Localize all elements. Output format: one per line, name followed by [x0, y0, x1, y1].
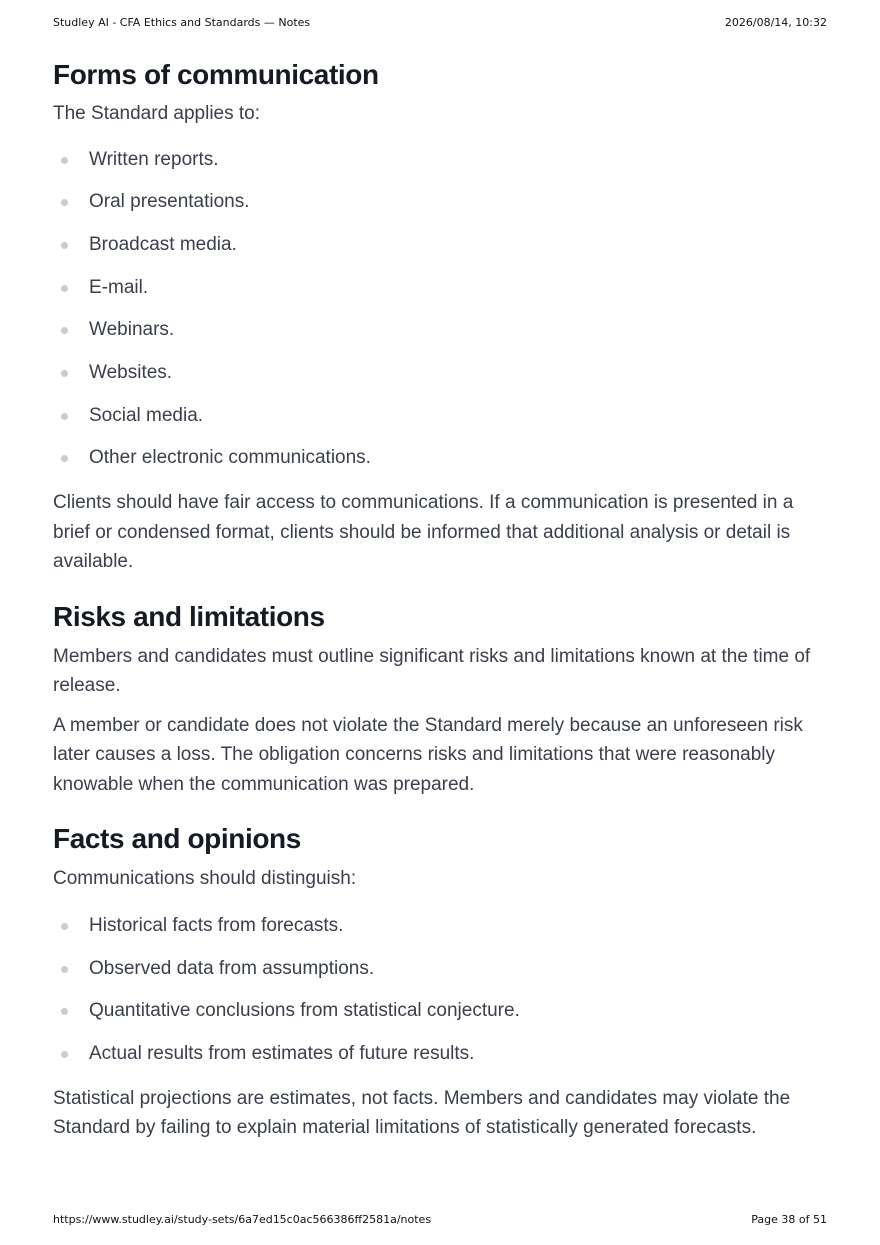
bullet-icon — [61, 199, 68, 206]
list-item-text: Historical facts from forecasts. — [89, 914, 344, 936]
bullet-icon — [61, 285, 68, 292]
bullet-icon — [61, 413, 68, 420]
facts-stats-paragraph: Statistical projections are estimates, not facts. Members and candidates may violate the Standard by failing to explain material limitations of statistically generated forecasts. — [53, 1087, 791, 1139]
print-footer — [53, 1213, 827, 1226]
list-item-text: Webinars. — [89, 319, 175, 341]
list-item-text: Websites. — [89, 361, 173, 383]
bullet-icon — [61, 242, 68, 249]
list-item — [53, 316, 823, 344]
list-item-text: Actual results from estimates of future results. — [89, 1042, 475, 1064]
bullet-icon — [61, 966, 68, 973]
list-item-text: Other electronic communications. — [89, 447, 371, 469]
list-item — [53, 955, 823, 983]
page-number: Page 38 of 51 — [751, 1213, 827, 1226]
facts-list — [53, 912, 823, 1068]
document-title: Studley AI - CFA Ethics and Standards — Notes — [53, 16, 311, 29]
list-item — [53, 231, 823, 259]
risks-paragraph-1: Members and candidates must outline significant risks and limitations known at the time of release. — [53, 645, 811, 697]
list-item-text: Social media. — [89, 404, 204, 426]
print-timestamp: 2026/08/14, 10:32 — [724, 16, 827, 29]
list-item — [53, 274, 823, 302]
list-item — [53, 402, 823, 430]
bullet-icon — [61, 923, 68, 930]
section-heading-forms: Forms of communication — [53, 59, 379, 90]
list-item — [53, 146, 823, 174]
bullet-icon — [61, 1051, 68, 1058]
bullet-icon — [61, 1008, 68, 1015]
list-item — [53, 188, 823, 216]
list-item-text: Broadcast media. — [89, 233, 237, 255]
list-item-text: Oral presentations. — [89, 191, 250, 213]
list-item-text: Observed data from assumptions. — [89, 957, 375, 979]
list-item — [53, 359, 823, 387]
list-item-text: Written reports. — [89, 148, 219, 170]
list-item — [53, 444, 823, 472]
section-heading-facts: Facts and opinions — [53, 823, 301, 855]
bullet-icon — [61, 327, 68, 334]
facts-intro-text: Communications should distinguish: — [53, 868, 357, 890]
risks-paragraph-2: A member or candidate does not violate the Standard merely because an unforeseen risk later causes a loss. The obligation concerns risks and limitations that were reasonably knowable when the communication was prepared. — [53, 714, 803, 795]
bullet-icon — [61, 455, 68, 462]
notes-content — [53, 56, 823, 1143]
list-item — [53, 997, 823, 1025]
forms-list — [53, 146, 823, 473]
page-url: https://www.studley.ai/study-sets/6a7ed15c0ac566386ff2581a/notes — [53, 1213, 432, 1226]
list-item-text: Quantitative conclusions from statistical conjecture. — [89, 1000, 520, 1022]
bullet-icon — [61, 157, 68, 164]
forms-intro-text: The Standard applies to: — [53, 103, 261, 124]
list-item — [53, 912, 823, 940]
forms-access-paragraph: Clients should have fair access to communications. If a communication is presented in a brief or condensed format, clients should be informed that additional analysis or detail is available. — [53, 492, 794, 573]
print-header — [53, 16, 827, 29]
section-heading-risks: Risks and limitations — [53, 600, 325, 632]
list-item — [53, 1040, 823, 1068]
list-item-text: E-mail. — [89, 276, 149, 298]
bullet-icon — [61, 370, 68, 377]
